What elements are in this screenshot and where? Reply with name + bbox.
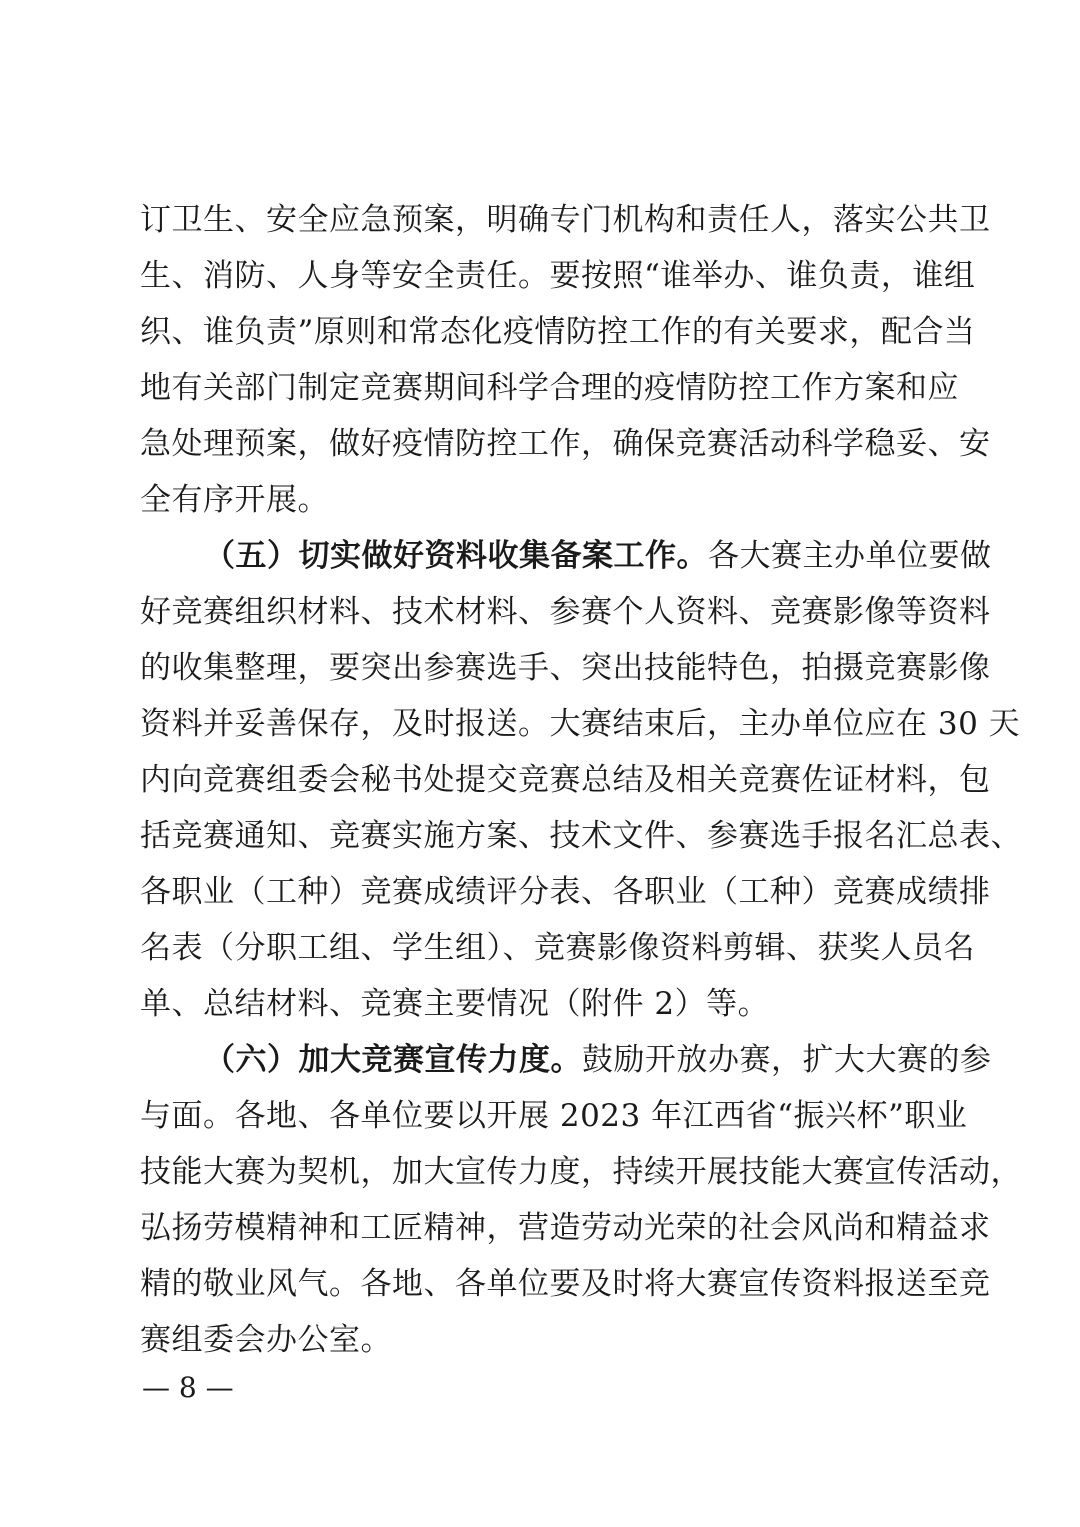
text-line: 订卫生、安全应急预案，明确专门机构和责任人，落实公共卫 (140, 202, 991, 238)
text-line: 全有序开展。 (140, 482, 329, 518)
paragraph-6-first-line-text: 鼓励开放办赛，扩大大赛的参 (582, 1042, 992, 1078)
text-line: 各职业（工种）竞赛成绩评分表、各职业（工种）竞赛成绩排 (140, 874, 991, 910)
text-line: 织、谁负责”原则和常态化疫情防控工作的有关要求，配合当 (140, 314, 976, 350)
text-line: 好竞赛组织材料、技术材料、参赛个人资料、竞赛影像等资料 (140, 594, 991, 630)
text-line: 资料并妥善保存，及时报送。大赛结束后，主办单位应在 30 天 (140, 706, 1021, 742)
text-line: 技能大赛为契机，加大宣传力度，持续开展技能大赛宣传活动， (140, 1154, 1022, 1190)
text-line: 单、总结材料、竞赛主要情况（附件 2）等。 (140, 986, 770, 1022)
paragraph-6-heading: （六）加大竞赛宣传力度。 (204, 1042, 582, 1078)
text-line: 急处理预案，做好疫情防控工作，确保竞赛活动科学稳妥、安 (140, 426, 991, 462)
paragraph-6-first-line (140, 1032, 992, 1088)
text-line: 的收集整理，要突出参赛选手、突出技能特色，拍摄竞赛影像 (140, 650, 991, 686)
text-line: 生、消防、人身等安全责任。要按照“谁举办、谁负责，谁组 (140, 258, 976, 294)
paragraph-4-continued (140, 192, 991, 528)
text-line: 内向竞赛组委会秘书处提交竞赛总结及相关竞赛佐证材料，包 (140, 762, 991, 798)
paragraph-5-first-line (140, 528, 992, 584)
text-line: 精的敬业风气。各地、各单位要及时将大赛宣传资料报送至竞 (140, 1266, 991, 1302)
text-line: 与面。各地、各单位要以开展 2023 年江西省“振兴杯”职业 (140, 1098, 968, 1134)
paragraph-5 (140, 528, 1022, 1032)
text-line: 地有关部门制定竞赛期间科学合理的疫情防控工作方案和应 (140, 370, 959, 406)
text-line: 括竞赛通知、竞赛实施方案、技术文件、参赛选手报名汇总表、 (140, 818, 1022, 854)
text-line: 赛组委会办公室。 (140, 1322, 392, 1358)
page-number: — 8 — (142, 1371, 234, 1404)
text-line: 名表（分职工组、学生组）、竞赛影像资料剪辑、获奖人员名 (140, 930, 975, 966)
text-line: 弘扬劳模精神和工匠精神，营造劳动光荣的社会风尚和精益求 (140, 1210, 991, 1246)
document-body (140, 192, 1022, 1368)
paragraph-5-first-line-text: 各大赛主办单位要做 (708, 538, 992, 574)
paragraph-5-heading: （五）切实做好资料收集备案工作。 (204, 538, 708, 574)
paragraph-6 (140, 1032, 1022, 1368)
